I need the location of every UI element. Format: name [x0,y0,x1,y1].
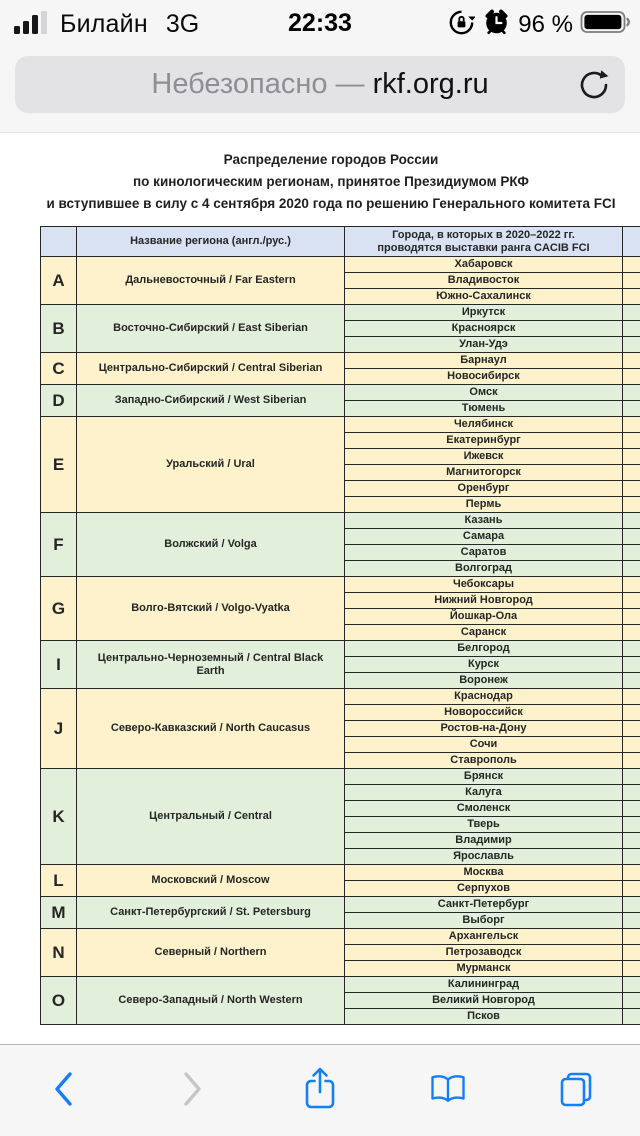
city-cell: Краснодар [345,689,623,705]
city-cell: Пермь [345,497,623,513]
cutoff-column-cell [623,417,640,433]
city-cell: Мурманск [345,961,623,977]
cutoff-column-cell [623,513,640,529]
table-row [41,353,640,369]
cutoff-column-cell [623,433,640,449]
header-cities-line-2: проводятся выставки ранга CACIB FCI [377,241,590,254]
cutoff-column-cell [623,625,640,641]
table-row [41,385,640,401]
security-warning-label: Небезопасно — [151,68,373,100]
carrier-label: Билайн [60,10,148,38]
table-row [41,305,640,321]
tabs-icon [557,1070,595,1111]
region-letter-cell: F [41,513,77,577]
cutoff-column-cell [623,769,640,785]
city-cell: Великий Новгород [345,993,623,1009]
cutoff-column-cell [623,401,640,417]
region-letter-cell: L [41,865,77,897]
cutoff-column-cell [623,993,640,1009]
city-cell: Сочи [345,737,623,753]
header-cutoff-cell [623,227,640,257]
city-cell: Калуга [345,785,623,801]
region-letter-cell: O [41,977,77,1025]
city-cell: Ростов-на-Дону [345,721,623,737]
city-cell: Чебоксары [345,577,623,593]
cutoff-column-cell [623,849,640,865]
status-bar [0,0,640,46]
city-cell: Хабаровск [345,257,623,273]
city-cell: Тюмень [345,401,623,417]
region-letter-cell: M [41,897,77,929]
safari-top-chrome [0,0,640,133]
cutoff-column-cell [623,593,640,609]
region-letter-cell: K [41,769,77,865]
cutoff-column-cell [623,529,640,545]
city-cell: Новороссийск [345,705,623,721]
city-cell: Челябинск [345,417,623,433]
city-cell: Красноярск [345,321,623,337]
cutoff-column-cell [623,257,640,273]
cutoff-column-cell [623,353,640,369]
document-title [0,149,640,215]
city-cell: Барнаул [345,353,623,369]
city-cell: Тверь [345,817,623,833]
table-row [41,641,640,657]
tabs-button[interactable] [544,1061,608,1121]
table-row [41,977,640,993]
cutoff-column-cell [623,977,640,993]
city-cell: Нижний Новгород [345,593,623,609]
cutoff-column-cell [623,657,640,673]
cutoff-column-cell [623,913,640,929]
cutoff-column-cell [623,929,640,945]
status-time: 22:33 [288,9,352,37]
table-row [41,929,640,945]
cutoff-column-cell [623,545,640,561]
cutoff-column-cell [623,369,640,385]
share-icon [301,1066,339,1115]
city-cell: Владивосток [345,273,623,289]
url-domain-label: rkf.org.ru [372,68,489,100]
table-row [41,513,640,529]
cutoff-column-cell [623,753,640,769]
region-name-cell: Центрально-Сибирский / Central Siberian [77,353,345,385]
region-name-cell: Центрально-Черноземный / Central Black Earth [77,641,345,689]
region-name-cell: Центральный / Central [77,769,345,865]
region-letter-cell: J [41,689,77,769]
city-cell: Белгород [345,641,623,657]
title-line-1: Распределение городов России [223,152,439,167]
region-letter-cell: N [41,929,77,977]
battery-percent-label: 96 % [518,10,573,38]
region-letter-cell: I [41,641,77,689]
header-cities-cell [345,227,623,257]
cutoff-column-cell [623,289,640,305]
region-name-cell: Волжский / Volga [77,513,345,577]
cutoff-column-cell [623,801,640,817]
cutoff-column-cell [623,689,640,705]
city-cell: Южно-Сахалинск [345,289,623,305]
city-cell: Омск [345,385,623,401]
bookmarks-icon [428,1072,468,1109]
cutoff-column-cell [623,609,640,625]
region-letter-cell: E [41,417,77,513]
city-cell: Екатеринбург [345,433,623,449]
back-icon [54,1071,74,1110]
cutoff-column-cell [623,945,640,961]
city-cell: Санкт-Петербург [345,897,623,913]
city-cell: Москва [345,865,623,881]
cutoff-column-cell [623,1009,640,1025]
forward-button[interactable] [160,1061,224,1121]
regions-table [40,226,640,1025]
city-cell: Саратов [345,545,623,561]
cutoff-column-cell [623,785,640,801]
regions-table-body [41,257,640,1025]
title-line-3: и вступившее в силу с 4 сентября 2020 года по решению Генерального комитета FCI [46,196,616,211]
city-cell: Ярославль [345,849,623,865]
cutoff-column-cell [623,737,640,753]
safari-bottom-toolbar [0,1044,640,1136]
battery-icon [580,9,632,40]
city-cell: Волгоград [345,561,623,577]
table-row [41,865,640,881]
region-name-cell: Восточно-Сибирский / East Siberian [77,305,345,353]
city-cell: Смоленск [345,801,623,817]
title-line-2: по кинологическим регионам, принятое Президиумом РКФ [133,174,529,189]
city-cell: Петрозаводск [345,945,623,961]
region-name-cell: Волго-Вятский / Volgo-Vyatka [77,577,345,641]
city-cell: Улан-Удэ [345,337,623,353]
region-letter-cell: B [41,305,77,353]
region-name-cell: Уральский / Ural [77,417,345,513]
forward-icon [182,1071,202,1110]
page-viewport[interactable] [0,134,640,1044]
table-row [41,577,640,593]
region-name-cell: Московский / Moscow [77,865,345,897]
city-cell: Воронеж [345,673,623,689]
region-letter-cell: G [41,577,77,641]
city-cell: Серпухов [345,881,623,897]
cutoff-column-cell [623,705,640,721]
city-cell: Оренбург [345,481,623,497]
city-cell: Новосибирск [345,369,623,385]
city-cell: Курск [345,657,623,673]
cutoff-column-cell [623,449,640,465]
city-cell: Саранск [345,625,623,641]
region-name-cell: Северо-Западный / North Western [77,977,345,1025]
city-cell: Ставрополь [345,753,623,769]
table-row [41,257,640,273]
cutoff-column-cell [623,897,640,913]
bookmarks-button[interactable] [416,1061,480,1121]
cutoff-column-cell [623,833,640,849]
region-name-cell: Санкт-Петербургский / St. Petersburg [77,897,345,929]
cutoff-column-cell [623,481,640,497]
cutoff-column-cell [623,321,640,337]
city-cell: Архангельск [345,929,623,945]
alarm-clock-icon [482,8,511,41]
region-name-cell: Дальневосточный / Far Eastern [77,257,345,305]
cutoff-column-cell [623,385,640,401]
city-cell: Псков [345,1009,623,1025]
region-letter-cell: A [41,257,77,305]
cutoff-column-cell [623,817,640,833]
network-type-label: 3G [165,10,200,38]
table-row [41,417,640,433]
city-cell: Брянск [345,769,623,785]
city-cell: Иркутск [345,305,623,321]
region-letter-cell: C [41,353,77,385]
orientation-lock-icon [448,9,475,41]
back-button[interactable] [32,1061,96,1121]
city-cell: Йошкар-Ола [345,609,623,625]
header-cities-line-1: Города, в которых в 2020–2022 гг. [392,228,575,241]
cutoff-column-cell [623,577,640,593]
cutoff-column-cell [623,865,640,881]
city-cell: Магнитогорск [345,465,623,481]
table-header-row [41,227,640,257]
cutoff-column-cell [623,337,640,353]
table-row [41,689,640,705]
city-cell: Калининград [345,977,623,993]
cutoff-column-cell [623,721,640,737]
reload-icon [577,90,611,105]
table-row [41,897,640,913]
cutoff-column-cell [623,561,640,577]
cutoff-column-cell [623,465,640,481]
address-bar[interactable] [15,56,625,113]
city-cell: Владимир [345,833,623,849]
header-letter-cell [41,227,77,257]
cutoff-column-cell [623,305,640,321]
cutoff-column-cell [623,641,640,657]
region-name-cell: Северо-Кавказский / North Caucasus [77,689,345,769]
city-cell: Ижевск [345,449,623,465]
region-letter-cell: D [41,385,77,417]
header-region-cell: Название региона (англ./рус.) [77,227,345,257]
table-row [41,769,640,785]
cutoff-column-cell [623,961,640,977]
city-cell: Выборг [345,913,623,929]
region-name-cell: Северный / Northern [77,929,345,977]
document [0,149,640,1025]
cutoff-column-cell [623,273,640,289]
reload-button[interactable] [577,68,611,102]
cutoff-column-cell [623,497,640,513]
cutoff-column-cell [623,881,640,897]
city-cell: Казань [345,513,623,529]
cutoff-column-cell [623,673,640,689]
city-cell: Самара [345,529,623,545]
share-button[interactable] [288,1061,352,1121]
region-name-cell: Западно-Сибирский / West Siberian [77,385,345,417]
